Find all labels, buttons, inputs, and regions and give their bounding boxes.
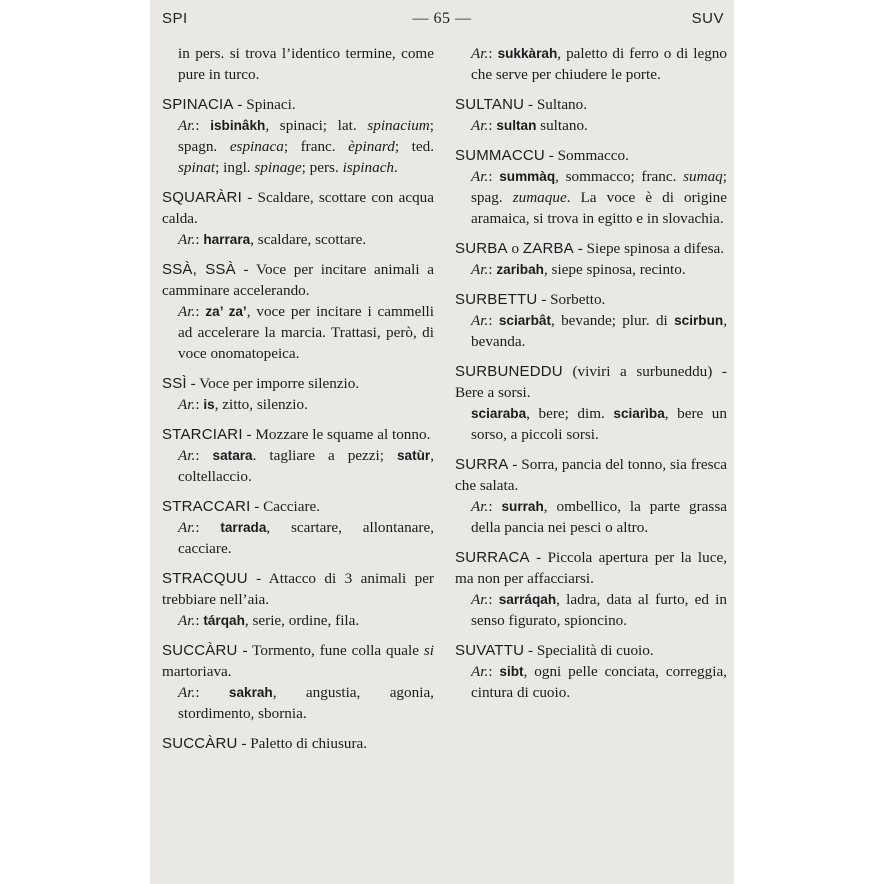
headword: SURBUNEDDU — [455, 363, 563, 380]
arabic-label: Ar. — [471, 591, 489, 608]
etymology: Ar.: zaribah, siepe spinosa, recinto. — [471, 261, 686, 278]
arabic-label: Ar. — [178, 612, 196, 629]
etymology: Ar.: satara. tagliare a pezzi; satùr, coltellaccio. — [178, 447, 434, 485]
headword: STRACCARI — [162, 498, 251, 515]
headword: SURRA — [455, 456, 509, 473]
definition: - Sorra, pancia del tonno, sia fresca che salata. — [455, 456, 727, 494]
arabic-word: summàq — [499, 169, 556, 184]
arabic-label: Ar. — [178, 684, 196, 701]
dictionary-entry-starciari — [162, 424, 434, 487]
arabic-label: Ar. — [178, 117, 196, 134]
dictionary-entry-surra — [455, 454, 727, 538]
etymology: Ar.: isbinâkh, spinaci; lat. spinacium; spagn. espinaca; franc. èpinard; ted. spinat; ingl. spinage; pers. ispinach. — [178, 117, 435, 176]
arabic-word: tárqah — [203, 613, 245, 628]
arabic-word: is — [203, 397, 215, 412]
definition: - Voce per incitare animali a camminare accelerando. — [162, 261, 434, 299]
dictionary-entry-spinacia — [162, 94, 434, 178]
arabic-word-2: sciarìba — [613, 406, 665, 421]
arabic-label: Ar. — [471, 261, 489, 278]
etymology: Ar.: za’ za’, voce per incitare i cammelli ad accelerare la marcia. Trattasi, però, di voce onomatopeica. — [178, 303, 435, 362]
definition: - Paletto di chiusura. — [237, 735, 368, 752]
arabic-word: zaribah — [496, 262, 544, 277]
definition: (viviri a surbuneddu) - Bere a sorsi. — [455, 363, 727, 401]
arabic-word: harrara — [203, 232, 251, 247]
arabic-label: Ar. — [178, 396, 196, 413]
definition: - Mozzare le squame al tonno. — [242, 426, 431, 443]
dictionary-entry-suvattu — [455, 640, 727, 703]
arabic-label: Ar. — [178, 447, 196, 464]
arabic-label: Ar. — [178, 231, 196, 248]
etymology: Ar.: is, zitto, silenzio. — [178, 396, 308, 413]
arabic-word: sciaraba — [471, 406, 527, 421]
continued-entry — [162, 43, 434, 85]
arabic-word: satara — [212, 448, 253, 463]
etymology: Ar.: surrah, ombellico, la parte grassa della pancia nei pesci o altro. — [471, 498, 727, 536]
definition: - Specialità di cuoio. — [524, 642, 654, 659]
headword: SQUARÀRI — [162, 189, 242, 206]
continued-text: in pers. si trova l’identico termine, come pure in turco. — [178, 45, 434, 83]
definition: - Attacco di 3 animali per trebbiare nell’aia. — [162, 570, 434, 608]
headword: SSÌ — [162, 375, 187, 392]
arabic-word: sibt — [499, 664, 524, 679]
arabic-word: za’ za’ — [205, 304, 247, 319]
dictionary-entry-stracquu — [162, 568, 434, 631]
running-head-left: SPI — [162, 10, 188, 27]
headword: SSÀ, SSÀ — [162, 261, 236, 278]
etymology: Ar.: summàq, sommacco; franc. sumaq; spag. zumaque. La voce è di origine aramaica, si trova in egitto e in slovachia. — [471, 168, 727, 227]
arabic-label: Ar. — [471, 312, 489, 329]
arabic-label: Ar. — [178, 519, 196, 536]
etymology: Ar.: harrara, scaldare, scottare. — [178, 231, 367, 248]
definition: - Piccola apertura per la luce, ma non per affacciarsi. — [455, 549, 727, 587]
persian-form: ispinach — [342, 159, 395, 176]
dictionary-entry-succaru-1: SUCCÀRU - Tormento, fune colla quale si martoriava. Ar.: sakrah, angustia, agonia, stordimento, sbornia. — [162, 642, 434, 722]
definition: - Sultano. — [524, 96, 588, 113]
headword: SURBA — [455, 240, 508, 257]
headword: STARCIARI — [162, 426, 243, 443]
arabic-word: sarráqah — [498, 592, 557, 607]
german-form: spinat — [178, 159, 216, 176]
english-form: spinage — [254, 159, 302, 176]
french-form: sumaq — [683, 168, 723, 185]
headword: SUCCÀRU — [162, 642, 238, 659]
dictionary-entry-surbuneddu — [455, 361, 727, 445]
french-form: èpinard — [348, 138, 395, 155]
spanish-form: espinaca — [229, 138, 284, 155]
headword: SURBETTU — [455, 291, 538, 308]
arabic-word: tarrada — [220, 520, 267, 535]
definition: - Tormento, fune colla quale — [237, 642, 424, 659]
etymology: Ar.: sultan sultano. — [471, 117, 588, 134]
definition: - Sorbetto. — [537, 291, 606, 308]
dictionary-entry-summaccu — [455, 145, 727, 229]
etymology: Ar.: sakrah, angustia, agonia, stordimento, sbornia. — [178, 684, 434, 722]
dictionary-entry-squarari — [162, 187, 434, 250]
etymology: sciaraba, bere; dim. sciarìba, bere un sorso, a piccoli sorsi. — [471, 405, 727, 443]
dictionary-entry-straccari — [162, 496, 434, 559]
arabic-word: sciarbât — [498, 313, 551, 328]
definition: - Scaldare, scottare con acqua calda. — [162, 189, 434, 227]
definition: - Voce per imporre silenzio. — [186, 375, 360, 392]
headword-variant: ZARBA — [522, 240, 574, 257]
arabic-word: sukkàrah — [497, 46, 558, 61]
right-column — [455, 43, 727, 712]
arabic-word: sakrah — [228, 685, 273, 700]
definition: - Sommacco. — [544, 147, 629, 164]
dictionary-entry-surbettu — [455, 289, 727, 352]
arabic-label: Ar. — [471, 168, 489, 185]
headword: SULTANU — [455, 96, 525, 113]
headword: SUVATTU — [455, 642, 525, 659]
arabic-word: surrah — [501, 499, 544, 514]
arabic-word: isbinâkh — [210, 118, 266, 133]
etymology: Ar.: sarráqah, ladra, data al furto, ed in senso figurato, spioncino. — [471, 591, 727, 629]
etymology: Ar.: sciarbât, bevande; plur. di scirbun, bevanda. — [471, 312, 727, 350]
arabic-label: Ar. — [471, 45, 489, 62]
latin-form: spinacium — [367, 117, 430, 134]
dictionary-entry-ssa — [162, 259, 434, 364]
headword: SURRACA — [455, 549, 530, 566]
page-number: — 65 — — [412, 10, 472, 27]
headword: SUMMACCU — [455, 147, 545, 164]
book-page — [150, 0, 734, 884]
etymology: Ar.: tarrada, scartare, allontanare, cacciare. — [178, 519, 434, 557]
left-column — [162, 43, 434, 763]
headword: STRACQUU — [162, 570, 248, 587]
definition: - Cacciare. — [250, 498, 321, 515]
spanish-form: zumaque — [512, 189, 567, 206]
dictionary-entry-surraca — [455, 547, 727, 631]
arabic-label: Ar. — [471, 663, 489, 680]
arabic-label: Ar. — [471, 117, 489, 134]
definition: - Spinaci. — [233, 96, 296, 113]
arabic-word: sultan — [496, 118, 537, 133]
definition: - Siepe spinosa a difesa. — [573, 240, 725, 257]
dictionary-entry-ssi — [162, 373, 434, 415]
arabic-word-2: scirbun — [674, 313, 724, 328]
headword: SUCCÀRU — [162, 735, 238, 752]
arabic-label: Ar. — [471, 498, 489, 515]
dictionary-entry-sultanu — [455, 94, 727, 136]
etymology: Ar.: tárqah, serie, ordine, fila. — [178, 612, 360, 629]
dictionary-entry-succaru-2 — [162, 733, 434, 754]
running-head-right: SUV — [691, 10, 724, 27]
etymology: Ar.: sibt, ogni pelle conciata, correggia, cintura di cuoio. — [471, 663, 727, 701]
continued-entry: Ar.: sukkàrah, paletto di ferro o di legno che serve per chiudere le porte. — [471, 45, 727, 83]
arabic-word-2: satùr — [396, 448, 431, 463]
dictionary-entry-surba: SURBA o ZARBA - Siepe spinosa a difesa. Ar.: zaribah, siepe spinosa, recinto. — [455, 238, 727, 280]
arabic-label: Ar. — [178, 303, 196, 320]
headword: SPINACIA — [162, 96, 234, 113]
